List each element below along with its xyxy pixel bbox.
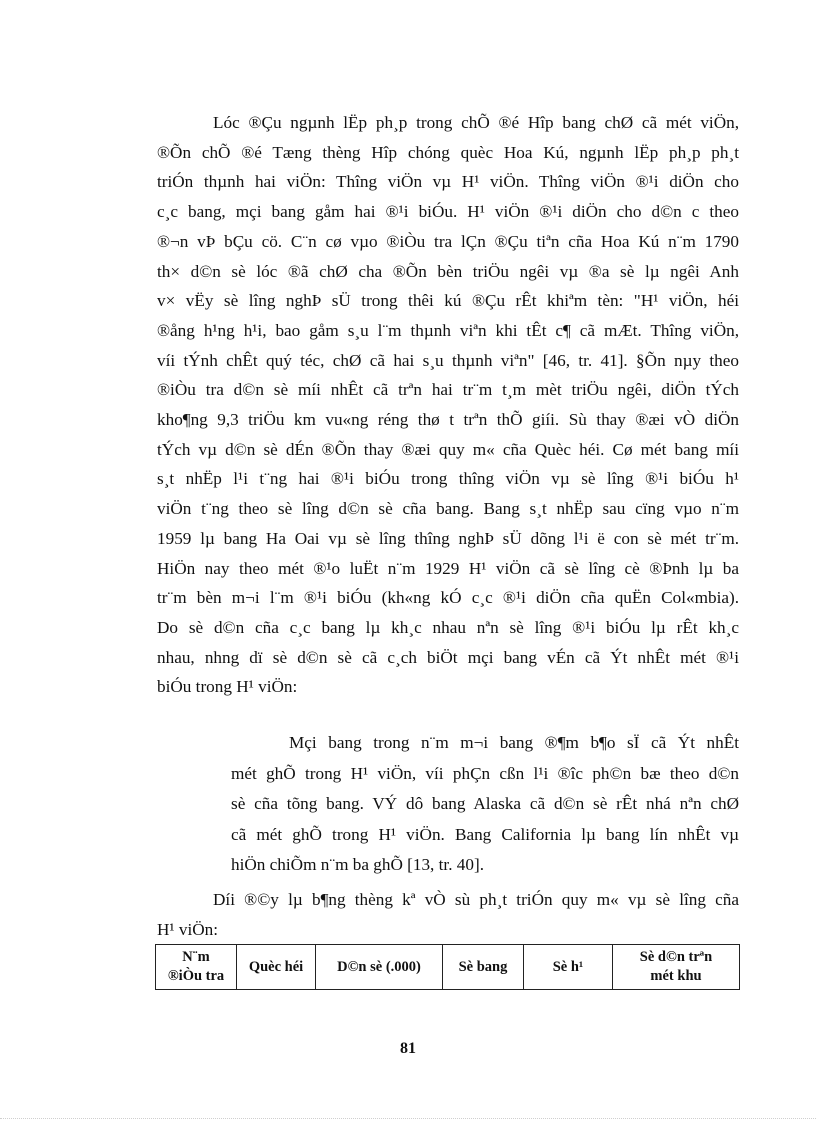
text-line: v× vËy sè lîng nghÞ sÜ trong thêi kú ®Çu rÊt khiªm tèn: "H¹ viÖn, héi [157,291,739,311]
text-line: nhau, nhng dï sè d©n sè cã c¸ch biÖt mçi bang vÉn cã Ýt nhÊt mét ®¹i [157,647,739,667]
text-line: kho¶ng 9,3 triÖu km vu«ng réng thø t trªn thÕ giíi. Sù thay ®æi vÒ diÖn [157,410,739,430]
text-line: H¹ viÖn: [157,919,219,939]
statistics-table [155,944,740,990]
quote-line: cã mét ghÕ trong H¹ viÖn. Bang California lµ bang lín nhÊt vµ [231,824,739,844]
text-line: 1959 lµ bang Ha Oai vµ sè lîng thîng nghÞ sÜ dõng l¹i ë con sè mét tr¨m. [157,528,739,548]
text-line: ®ång h¹ng h¹i, bao gåm s¸u l¨m thµnh viªn khi tÊt c¶ cã mÆt. Thîng viÖn, [157,320,739,340]
paragraph-table-intro [157,885,739,944]
header-cell-year: N¨m ®iÒu tra [156,945,237,990]
header-cell-population-per-district: Sè d©n trªn mét khu [613,945,740,990]
header-cell-states: Sè bang [443,945,524,990]
text-line: ®¬n vÞ bÇu cö. C¨n cø vµo ®iÒu tra lÇn ®Çu tiªn cña Hoa Kú n¨m 1790 [157,231,739,251]
page-number: 81 [400,1040,416,1057]
text-line: HiÖn nay theo mét ®¹o luËt n¨m 1929 H¹ viÖn cã sè lîng cè ®Þnh lµ ba [157,558,739,578]
block-quote [231,728,739,881]
paragraph-1 [157,108,739,702]
header-cell-congress: Quèc héi [237,945,316,990]
header-cell-representatives: Sè h¹ [524,945,613,990]
text-line: ®Õn chÕ ®é Tæng thèng Hîp chóng quèc Hoa Kú, ngµnh lËp ph¸p ph¸t [157,142,739,162]
text-line: th× d©n sè lóc ®ã chØ cha ®Õn bèn triÖu ngêi vµ ®a sè lµ ngêi Anh [157,261,739,281]
page-bottom-divider [0,1118,816,1119]
quote-line: mét ghÕ trong H¹ viÖn, víi phÇn cßn l¹i ®îc ph©n bæ theo d©n [231,763,739,783]
text-line: ®iÒu tra d©n sè míi nhÊt cã trªn hai tr¨m t¸m mèt triÖu ngêi, diÖn tÝch [157,380,739,400]
table-header-row [156,945,740,990]
text-line: triÓn thµnh hai viÖn: Thîng viÖn vµ H¹ viÖn. Thîng viÖn ®¹i diÖn cho [157,172,739,192]
text-line: Lóc ®Çu ngµnh lËp ph¸p trong chÕ ®é Hîp bang chØ cã mét viÖn, [213,113,739,132]
text-line: Do sè d©n cña c¸c bang lµ kh¸c nhau nªn sè lîng ®¹i biÓu lµ rÊt kh¸c [157,617,739,637]
text-line: viÖn t¨ng theo sè lîng d©n sè cña bang. Bang s¸t nhËp sau cïng vµo n¨m [157,499,739,519]
quote-line: sè cña tõng bang. VÝ dô bang Alaska cã d©n sè rÊt nhá nªn chØ [231,794,739,813]
text-line: tr¨m bèn m¬i l¨m ®¹i biÓu (kh«ng kÓ c¸c ®¹i diÖn cña quËn Col«mbia). [157,588,739,608]
text-line: biÓu trong H¹ viÖn: [157,677,298,697]
header-cell-population: D©n sè (.000) [316,945,443,990]
quote-line: Mçi bang trong n¨m m¬i bang ®¶m b¶o sÏ cã Ýt nhÊt [289,733,739,752]
text-line: tÝch vµ d©n sè dÉn ®Õn thay ®æi quy m« cña Quèc héi. Cø mét bang míi [157,439,739,459]
quote-line: hiÖn chiÕm n¨m ba ghÕ [13, tr. 40]. [231,855,485,874]
text-line: víi tÝnh chÊt quý téc, chØ cã hai s¸u thµnh viªn" [46, tr. 41]. §Õn nµy theo [157,350,739,370]
text-line: c¸c bang, mçi bang gåm hai ®¹i biÓu. H¹ viÖn ®¹i diÖn cho d©n c theo [157,202,739,222]
text-line: Díi ®©y lµ b¶ng thèng kª vÒ sù ph¸t triÓn quy m« vµ sè lîng cña [213,890,739,909]
text-line: s¸t nhËp l¹i t¨ng hai ®¹i biÓu trong thîng viÖn vµ sè lîng ®¹i biÓu h¹ [157,469,739,489]
